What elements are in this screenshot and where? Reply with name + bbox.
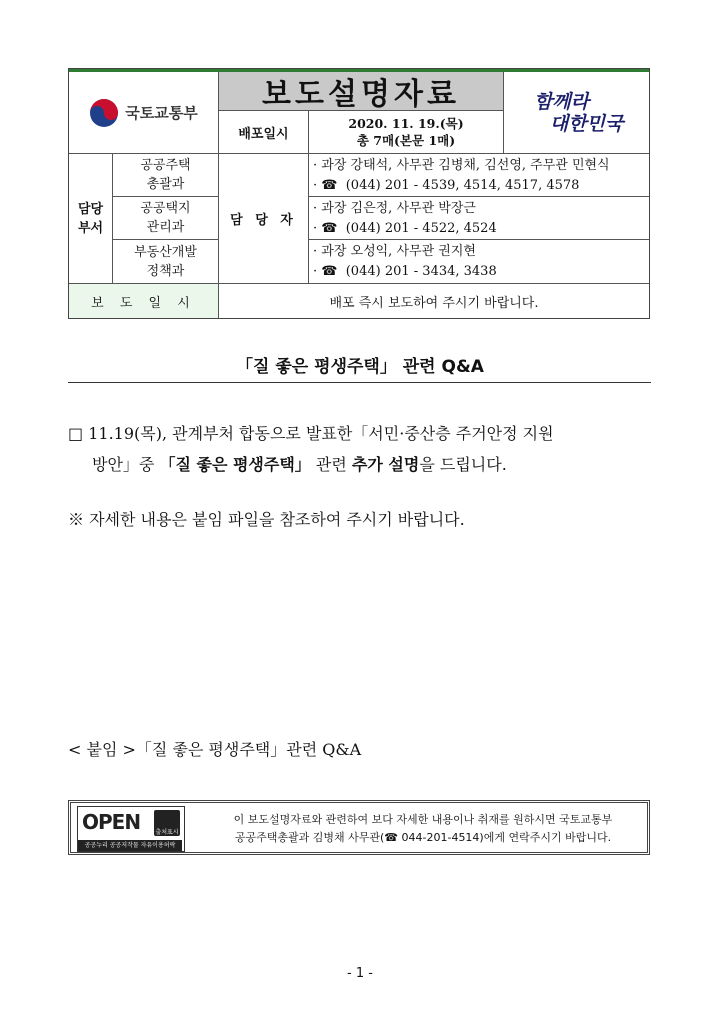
title-divider (68, 382, 651, 383)
contact-3 (309, 240, 649, 284)
agency-logo (69, 72, 219, 154)
document-title: 보도설명자료 (219, 72, 503, 111)
qa-title: 「질 좋은 평생주택」 관련 Q&A (236, 357, 484, 377)
department-2: 공공택지 관리과 (113, 197, 219, 240)
department-3: 부동산개발 정책과 (113, 240, 219, 284)
contact-2 (309, 197, 649, 240)
phone-icon: · ☎ (313, 264, 338, 279)
department-1: 공공주택 총괄과 (113, 154, 219, 197)
contact-phone: (044) 201 - 3434, 3438 (345, 264, 497, 279)
attachment-label: < 붙임 >「질 좋은 평생주택」관련 Q&A (68, 740, 362, 759)
kogl-open-logo (77, 806, 185, 852)
contact-info-box (68, 800, 650, 855)
open-word: OPEN (82, 810, 141, 834)
pages-value: 총 7매(본문 1매) (356, 133, 456, 148)
reference-note: ※ 자세한 내용은 붙임 파일을 참조하여 주시기 바랍니다. (68, 510, 465, 529)
release-time-label: 보 도 일 시 (69, 284, 219, 318)
phone-icon: · ☎ (313, 178, 338, 193)
contact-people: · 과장 김은정, 사무관 박장근 (313, 201, 476, 216)
agency-name: 국토교통부 (125, 104, 198, 122)
date-value: 2020. 11. 19.(목) (348, 116, 464, 131)
contact-info-text: 이 보도설명자료와 관련하여 보다 자세한 내용이나 취재를 원하시면 국토교통부 공공주택총괄과 김병채 사무관(☎ 044-201-4514)에게 연락주시기 바랍니다. (233, 813, 613, 844)
contact-people: · 과장 오성익, 사무관 권지현 (313, 244, 476, 259)
main-paragraph (68, 418, 654, 480)
slogan-line1: 함께라 (533, 90, 590, 113)
contact-phone: (044) 201 - 4539, 4514, 4517, 4578 (345, 178, 580, 193)
slogan-logo (503, 72, 649, 154)
paragraph-line-1: □ 11.19(목), 관계부처 합동으로 발표한「서민·중산층 주거안정 지원 (68, 424, 554, 443)
distribution-date-label: 배포일시 (219, 111, 309, 154)
contact-people: · 과장 강태석, 사무관 김병채, 김선영, 주무관 민현식 (313, 158, 610, 173)
contact-phone: (044) 201 - 4522, 4524 (345, 221, 497, 236)
slogan-line2: 대한민국 (549, 112, 624, 135)
distribution-date-value (309, 111, 503, 154)
open-license-text: 공공누리 공공저작물 자유이용허락 (78, 840, 182, 851)
department-head-label: 담당 부서 (69, 154, 113, 284)
press-header-table (68, 68, 650, 319)
manager-label: 담 당 자 (219, 154, 309, 284)
page-number: - 1 - (347, 966, 373, 981)
attribution-icon: 출처표시 (154, 810, 180, 836)
taegeuk-icon (89, 98, 119, 128)
release-time-value: 배포 즉시 보도하여 주시기 바랍니다. (329, 295, 539, 311)
paragraph-line-2: 방안」중 「질 좋은 평생주택」 관련 추가 설명을 드립니다. (92, 455, 507, 474)
phone-icon: · ☎ (313, 221, 338, 236)
contact-1 (309, 154, 649, 197)
